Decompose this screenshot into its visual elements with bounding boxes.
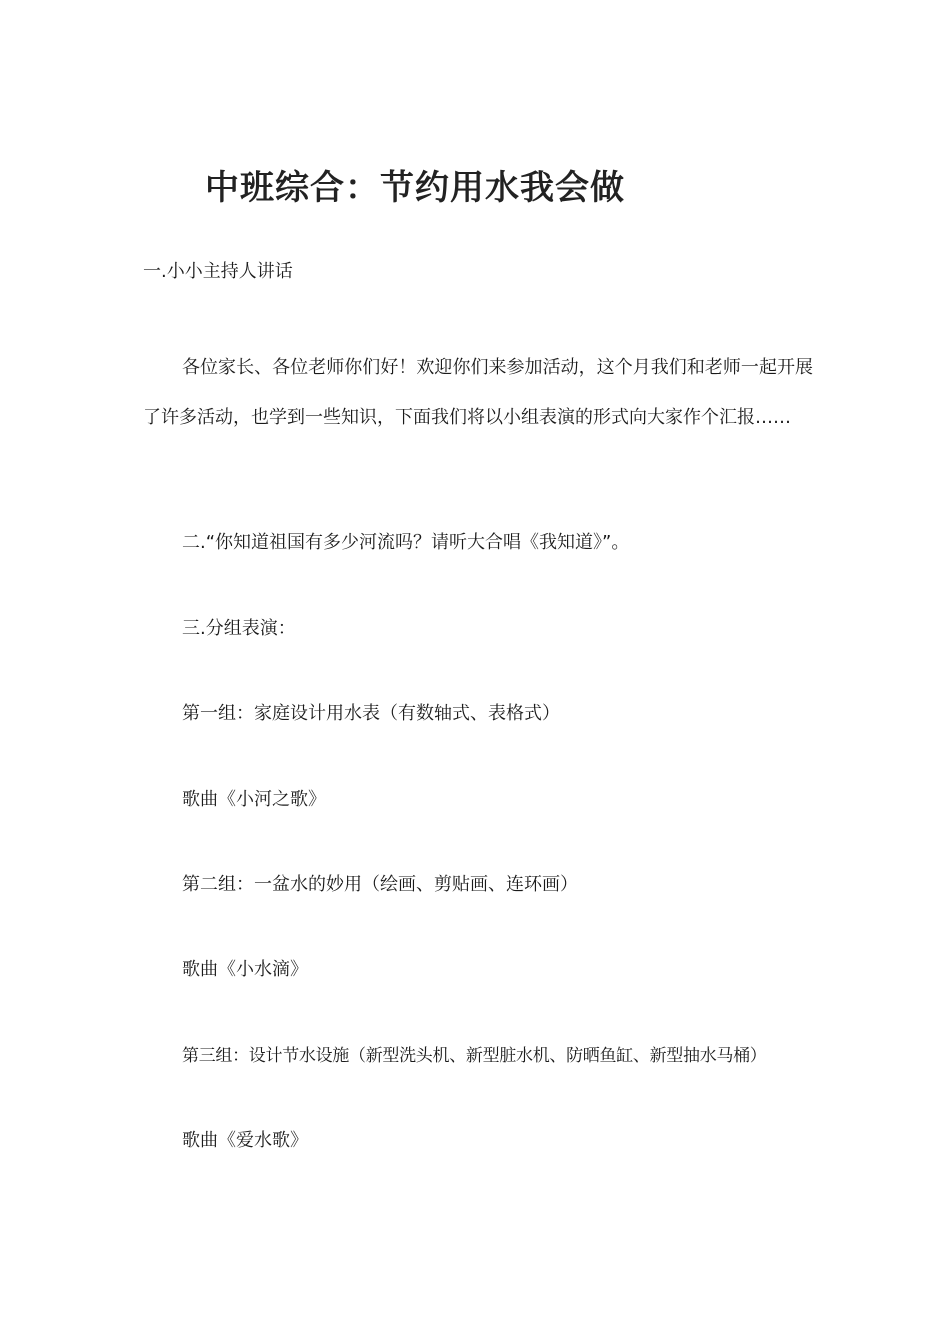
group-3-text: 第三组：设计节水设施（新型洗头机、新型脏水机、防晒鱼缸、新型抽水马桶） [182,1046,767,1066]
section-1-heading: 一.小小主持人讲话 [143,261,293,282]
section-3-heading: 三.分组表演： [182,618,296,639]
document-title: 中班综合：节约用水我会做 [205,168,625,208]
song-2-text: 歌曲《小水滴》 [182,959,308,980]
section-2-text: 二.“你知道祖国有多少河流吗？请听大合唱《我知道》”。 [182,532,630,553]
group-1-text: 第一组：家庭设计用水表（有数轴式、表格式） [182,703,560,724]
song-3-text: 歌曲《爱水歌》 [182,1130,308,1151]
song-1-text: 歌曲《小河之歌》 [182,789,326,810]
group-2-text: 第二组：一盆水的妙用（绘画、剪贴画、连环画） [182,874,578,895]
section-1-paragraph: 各位家长、各位老师你们好！欢迎你们来参加活动，这个月我们和老师一起开展了许多活动，也学到一些知识，下面我们将以小组表演的形式向大家作个汇报…… [143,357,813,428]
